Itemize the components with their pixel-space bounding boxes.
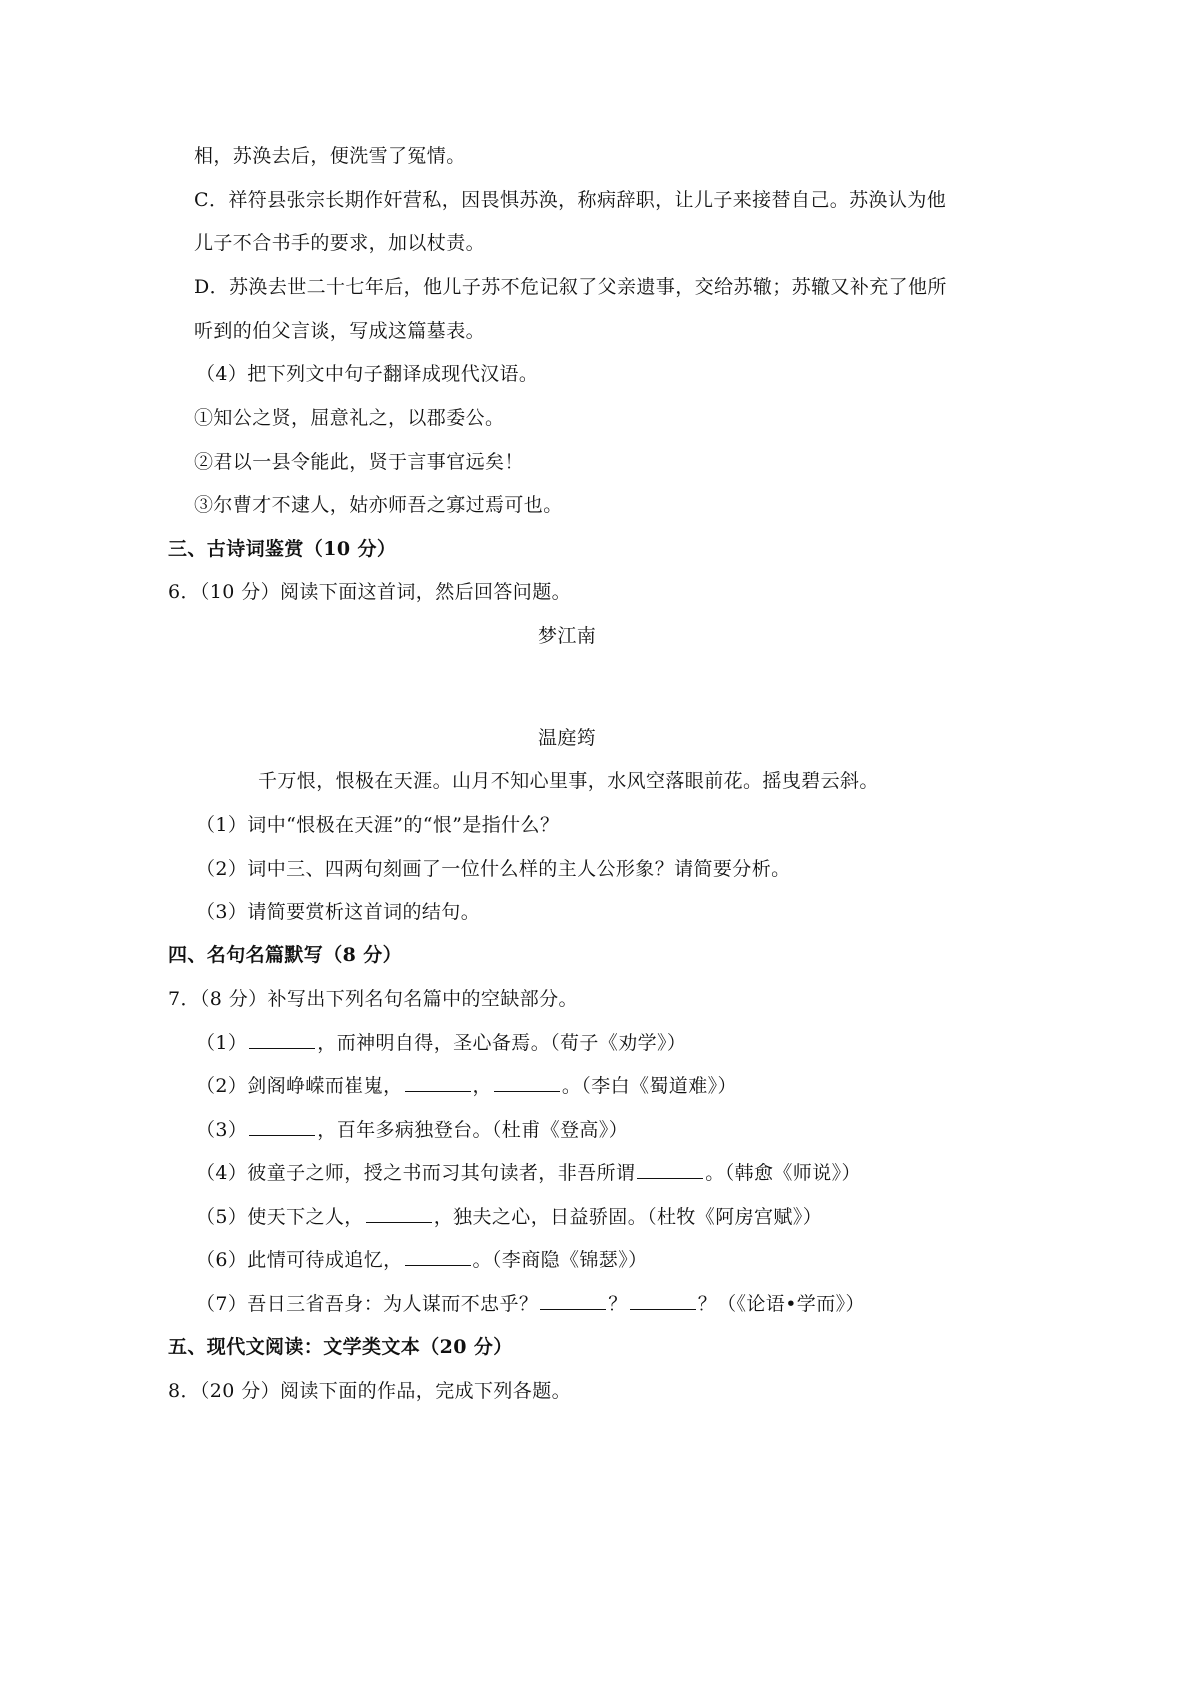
fill-item-4-text: 。（韩愈《师说》）	[705, 1162, 861, 1184]
fill-item-2-text: 。（李白《蜀道难》）	[561, 1075, 737, 1097]
section-3-heading: 三、古诗词鉴赏（10 分）	[168, 538, 397, 560]
answer-blank[interactable]	[366, 1205, 432, 1223]
fill-item-7-prefix: （7）吾日三省吾身：为人谋而不忠乎？	[196, 1293, 539, 1315]
question-6-stem: 6．（10 分）阅读下面这首词，然后回答问题。	[168, 581, 572, 603]
fill-item-5-text: ，独夫之心，日益骄固。（杜牧《阿房宫赋》）	[433, 1206, 823, 1228]
option-c-line-1: C．祥符县张宗长期作奸营私，因畏惧苏涣，称病辞职，让儿子来接替自己。苏涣认为他	[194, 189, 947, 211]
fill-item-2-sep: ，	[472, 1075, 492, 1097]
question-7-stem: 7．（8 分）补写出下列名句名篇中的空缺部分。	[168, 988, 578, 1010]
answer-blank[interactable]	[637, 1161, 703, 1179]
poem-title: 梦江南	[538, 625, 597, 647]
fill-item-5-prefix: （5）使天下之人，	[196, 1206, 364, 1228]
fill-item-3-prefix: （3）	[196, 1119, 248, 1141]
fill-item-1	[196, 1030, 686, 1056]
fill-item-2-prefix: （2）剑阁峥嵘而崔嵬，	[196, 1075, 403, 1097]
fill-item-5	[196, 1204, 822, 1230]
answer-blank[interactable]	[540, 1292, 606, 1310]
fill-item-3-text: ，百年多病独登台。（杜甫《登高》）	[317, 1119, 629, 1141]
poem-body: 千万恨，恨极在天涯。山月不知心里事，水风空落眼前花。摇曳碧云斜。	[258, 770, 879, 792]
fill-item-2	[196, 1073, 737, 1099]
fill-item-1-text: ，而神明自得，圣心备焉。（荀子《劝学》）	[317, 1032, 687, 1054]
translate-sentence-2: ②君以一县令能此，贤于言事官远矣！	[194, 451, 524, 473]
fill-item-6	[196, 1247, 648, 1273]
fill-item-6-prefix: （6）此情可待成追忆，	[196, 1249, 403, 1271]
translate-sentence-3: ③尔曹才不逮人，姑亦师吾之寡过焉可也。	[194, 494, 563, 516]
section-4-heading: 四、名句名篇默写（8 分）	[168, 944, 403, 966]
answer-blank[interactable]	[405, 1074, 471, 1092]
fill-item-3	[196, 1117, 628, 1143]
question-8-stem: 8．（20 分）阅读下面的作品，完成下列各题。	[168, 1380, 572, 1402]
option-b-continuation: 相，苏涣去后，便洗雪了冤情。	[194, 145, 466, 167]
poem-author: 温庭筠	[538, 727, 597, 749]
answer-blank[interactable]	[494, 1074, 560, 1092]
fill-item-1-prefix: （1）	[196, 1032, 248, 1054]
question-6-part-3: （3）请简要赏析这首词的结句。	[196, 901, 481, 923]
answer-blank[interactable]	[249, 1031, 315, 1049]
fill-item-6-text: 。（李商隐《锦瑟》）	[472, 1249, 648, 1271]
fill-item-4	[196, 1160, 861, 1186]
answer-blank[interactable]	[630, 1292, 696, 1310]
question-6-part-1: （1）词中“恨极在天涯”的“恨”是指什么？	[196, 814, 560, 836]
question-6-part-2: （2）词中三、四两句刻画了一位什么样的主人公形象？请简要分析。	[196, 858, 791, 880]
fill-item-7-sep: ？	[608, 1293, 628, 1315]
fill-item-7	[196, 1291, 865, 1317]
option-c-line-2: 儿子不合书手的要求，加以杖责。	[194, 232, 486, 254]
translate-sentence-1: ①知公之贤，屈意礼之，以郡委公。	[194, 407, 505, 429]
option-d-line-2: 听到的伯父言谈，写成这篇墓表。	[194, 320, 486, 342]
answer-blank[interactable]	[249, 1118, 315, 1136]
answer-blank[interactable]	[405, 1248, 471, 1266]
fill-item-7-text: ？（《论语•学而》）	[697, 1293, 865, 1315]
fill-item-4-prefix: （4）彼童子之师，授之书而习其句读者，非吾所谓	[196, 1162, 636, 1184]
option-d-line-1: D．苏涣去世二十七年后，他儿子苏不危记叙了父亲遗事，交给苏辙；苏辙又补充了他所	[194, 276, 947, 298]
section-5-heading: 五、现代文阅读：文学类文本（20 分）	[168, 1336, 513, 1358]
subquestion-4: （4）把下列文中句子翻译成现代汉语。	[196, 363, 539, 385]
